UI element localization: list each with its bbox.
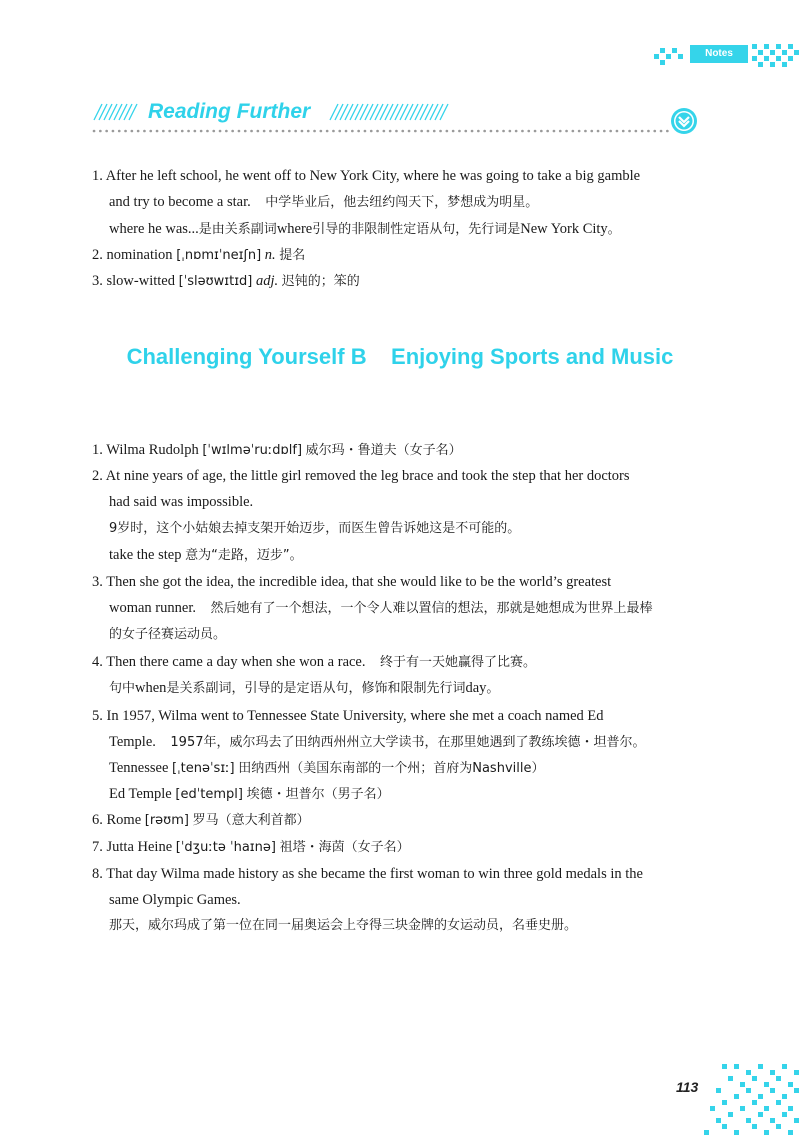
- note-text: 意为“走路，迈步”。: [185, 548, 303, 563]
- note-text: 是由关系副词: [198, 222, 277, 237]
- reading-further-header: [92, 98, 712, 140]
- rf-item-1-zh: 中学毕业后，他去纽约闯天下，梦想成为明星。: [265, 195, 539, 210]
- note-text: New York City: [520, 221, 608, 237]
- term: 2. nomination: [92, 247, 173, 263]
- cy-item-5-note-2: [109, 784, 390, 805]
- cy-item-1: [92, 440, 462, 461]
- cy-item-5-note-1: [109, 758, 544, 779]
- sentence: Temple.: [109, 734, 156, 750]
- meaning: 田纳西州（美国东南部的一个州；首府为Nashville）: [238, 761, 545, 776]
- note-text: 是关系副词，引导的是定语从句，修饰和限制先行词: [166, 681, 466, 696]
- phonetic: [ˈdʒuːtə ˈhaɪnə]: [175, 840, 276, 855]
- dotted-rule: [92, 128, 672, 134]
- meaning: 埃德・坦普尔（男子名）: [246, 787, 390, 802]
- note-text: take the step: [109, 547, 182, 563]
- translation: 然后她有了一个想法，一个令人难以置信的想法，那就是她想成为世界上最棒: [210, 601, 653, 616]
- cy-item-4: [92, 652, 536, 673]
- cy-item-6: [92, 810, 310, 831]
- translation: 那天，威尔玛成了第一位在同一届奥运会上夺得三块金牌的女运动员，名垂史册。: [109, 918, 578, 933]
- note-text: where: [276, 221, 313, 237]
- cy-item-8-line-2: same Olympic Games.: [109, 892, 241, 908]
- cy-item-3-line-1: 3. Then she got the idea, the incredible idea, that she would like to be the world’s greatest: [92, 574, 612, 590]
- note-text: day: [465, 680, 487, 696]
- note-text: 。: [486, 681, 500, 696]
- cy-item-3-line-3: [109, 624, 226, 645]
- notes-tab: Notes: [690, 45, 748, 63]
- cy-item-8-line-1: 8. That day Wilma made history as she became the first woman to win three gold medals in the: [92, 866, 643, 882]
- sentence: 4. Then there came a day when she won a race.: [92, 654, 366, 670]
- note-text: where he was...: [109, 221, 199, 237]
- page-number: 113: [676, 1079, 699, 1095]
- rf-item-1-en: and try to become a star.: [109, 194, 251, 210]
- cy-item-4-note: [109, 678, 499, 699]
- note-text: 句中: [109, 681, 136, 696]
- note-text: when: [135, 680, 167, 696]
- rf-item-1-line-2: [109, 192, 538, 213]
- cy-item-2-note: [109, 545, 303, 566]
- term: 1. Wilma Rudolph: [92, 442, 199, 458]
- slash-pattern-left: [92, 102, 142, 122]
- cy-item-3-line-2: [109, 598, 653, 619]
- corner-pixel-decoration: [700, 1060, 800, 1138]
- meaning: 迟钝的；笨的: [281, 274, 360, 289]
- meaning: 提名: [279, 248, 306, 263]
- part-of-speech: n.: [264, 247, 276, 263]
- section-title-reading-further: Reading Further: [148, 100, 311, 123]
- cy-item-7: [92, 837, 410, 858]
- cy-item-5-line-2: [109, 732, 646, 753]
- cy-item-2-line-1: 2. At nine years of age, the little girl removed the leg brace and took the step that her doctors: [92, 468, 630, 484]
- rf-item-1-line-1: 1. After he left school, he went off to New York City, where he was going to take a big gamble: [92, 168, 641, 184]
- term: 3. slow-witted: [92, 273, 175, 289]
- cy-item-5-line-1: 5. In 1957, Wilma went to Tennessee State University, where she met a coach named Ed: [92, 708, 604, 724]
- cy-item-2-line-2: had said was impossible.: [109, 494, 254, 510]
- phonetic: [edˈtempl]: [175, 787, 243, 802]
- term: Tennessee: [109, 760, 169, 776]
- term: 6. Rome: [92, 812, 142, 828]
- rf-item-1-note: [109, 219, 621, 240]
- cy-item-8-zh: [109, 915, 577, 936]
- part-of-speech: adj.: [256, 273, 279, 289]
- rf-item-3: [92, 271, 360, 292]
- slash-pattern-right: [328, 102, 458, 122]
- phonetic: [rəʊm]: [144, 813, 189, 828]
- sentence: woman runner.: [109, 600, 196, 616]
- term: 7. Jutta Heine: [92, 839, 173, 855]
- phonetic: [ˈwɪlməˈruːdɒlf]: [202, 443, 303, 458]
- chevron-down-circle-icon[interactable]: [670, 107, 698, 135]
- phonetic: [ˈsləʊwɪtɪd]: [178, 274, 253, 289]
- translation: 终于有一天她赢得了比赛。: [380, 655, 537, 670]
- rf-item-2: [92, 245, 305, 266]
- translation: 9岁时，这个小姑娘去掉支架开始迈步，而医生曾告诉她这是不可能的。: [109, 521, 521, 536]
- translation: 1957年，威尔玛去了田纳西州州立大学读书，在那里她遇到了教练埃德・坦普尔。: [170, 735, 646, 750]
- meaning: 罗马（意大利首都）: [192, 813, 310, 828]
- note-text: 。: [607, 222, 621, 237]
- phonetic: [ˌnɒmɪˈneɪʃn]: [176, 248, 262, 263]
- meaning: 威尔玛・鲁道夫（女子名）: [305, 443, 462, 458]
- term: Ed Temple: [109, 786, 172, 802]
- note-text: 引导的非限制性定语从句，先行词是: [312, 222, 521, 237]
- section-title-challenging-yourself: Challenging Yourself B Enjoying Sports and Music: [126, 344, 674, 369]
- meaning: 祖塔・海茵（女子名）: [279, 840, 410, 855]
- translation: 的女子径赛运动员。: [109, 627, 227, 642]
- cy-item-2-zh: [109, 518, 520, 539]
- phonetic: [ˌtenəˈsɪː]: [172, 761, 235, 776]
